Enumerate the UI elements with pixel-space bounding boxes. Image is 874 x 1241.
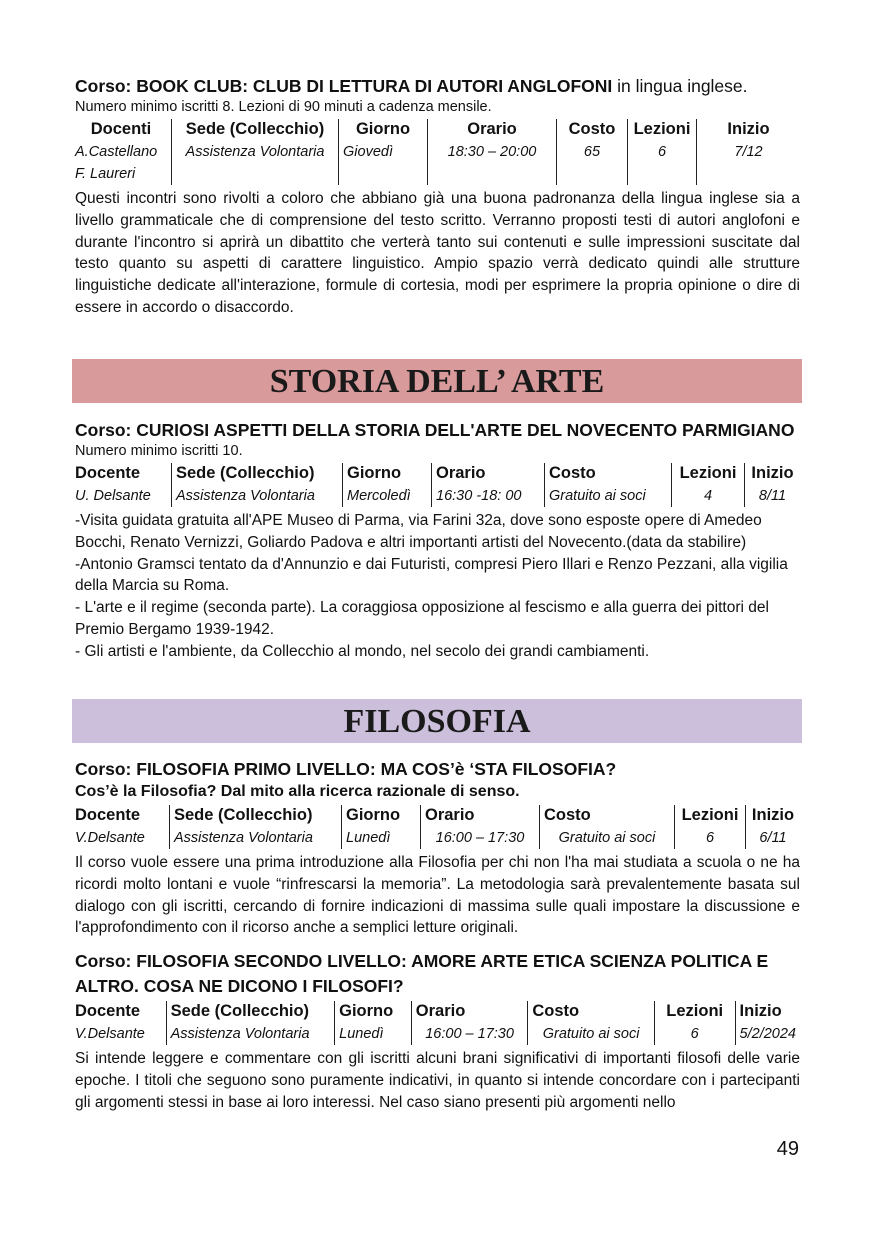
cell-inizio: 8/11 xyxy=(745,485,801,507)
header-lezioni: Lezioni xyxy=(672,463,745,485)
header-inizio: Inizio xyxy=(697,119,801,141)
course-topic: -Visita guidata gratuita all'APE Museo di Parma, via Farini 32a, dove sono esposte opere di Amedeo Bocchi, Renato Vernizzi, Goliardo Padova e altri importanti artisti del Novecento.(data da stabilire) xyxy=(75,512,762,551)
header-inizio: Inizio xyxy=(745,463,801,485)
header-sede: Sede (Collecchio) xyxy=(170,805,342,827)
course-description: Si intende leggere e commentare con gli iscritti alcuni brani significativi di importanti filosofi delle varie epoche. I titoli che seguono sono puramente indicativi, in quanto si intende concordare con i partecipanti gli argomenti stessi in base ai loro interessi. Nel caso siano presenti più argomenti nello xyxy=(75,1050,800,1111)
header-costo: Costo xyxy=(528,1001,655,1023)
header-orario: Orario xyxy=(428,119,557,141)
cell-lezioni: 6 xyxy=(654,1023,735,1045)
course-title-filo1: Corso: FILOSOFIA PRIMO LIVELLO: MA COS’è ‘STA FILOSOFIA? xyxy=(75,759,617,779)
header-lezioni: Lezioni xyxy=(628,119,697,141)
table-row xyxy=(75,485,800,507)
cell-orario: 16:00 – 17:30 xyxy=(411,1023,528,1045)
cell-sede: Assistenza Volontaria xyxy=(170,827,342,849)
header-sede: Sede (Collecchio) xyxy=(172,463,343,485)
cell-docente: V.Delsante xyxy=(75,1026,145,1043)
cell-orario: 18:30 – 20:00 xyxy=(428,141,557,163)
course-topic: - L'arte e il regime (seconda parte). La coraggiosa opposizione al fescismo e alla guerra dei pittori del Premio Bergamo 1939-1942. xyxy=(75,599,769,638)
course-title-bookclub xyxy=(75,74,800,98)
table-header-row xyxy=(75,463,800,485)
course-note: Numero minimo iscritti 10. xyxy=(75,443,243,459)
table-row xyxy=(75,1023,800,1045)
cell-inizio: 7/12 xyxy=(697,141,801,163)
cell-inizio: 6/11 xyxy=(746,827,801,849)
cell-inizio xyxy=(697,163,801,185)
table-row xyxy=(75,163,800,185)
cell-costo: 65 xyxy=(557,141,628,163)
filosofia-section xyxy=(75,757,800,1114)
header-orario: Orario xyxy=(432,463,545,485)
header-docenti: Docenti xyxy=(90,120,152,138)
cell-sede: Assistenza Volontaria xyxy=(166,1023,335,1045)
header-giorno: Giorno xyxy=(342,805,421,827)
header-giorno: Giorno xyxy=(343,463,432,485)
header-sede: Sede (Collecchio) xyxy=(172,119,339,141)
header-docente: Docente xyxy=(75,464,141,482)
header-orario: Orario xyxy=(421,805,540,827)
header-orario: Orario xyxy=(411,1001,528,1023)
course-title-bold: Corso: BOOK CLUB: CLUB DI LETTURA DI AUTORI ANGLOFONI xyxy=(75,76,613,96)
page-number: 49 xyxy=(776,1138,799,1160)
course-description: Il corso vuole essere una prima introduzione alla Filosofia per chi non l'ha mai studiata a scuola o ne ha ricordi molto lontani e vuole “rinfrescarsi la memoria”. La metodologia sarà prevalentemente basata sul dialogo con gli iscritti, cercando di fornire indicazioni di massima sulle quali impostare la discussione e l'approfondimento con il ricorso anche a semplici letture originali. xyxy=(75,854,800,937)
cell-lezioni xyxy=(628,163,697,185)
cell-giorno xyxy=(339,163,428,185)
course-info-table xyxy=(75,463,800,507)
table-row xyxy=(75,141,800,163)
table-header-row xyxy=(75,1001,800,1023)
table-header-row xyxy=(75,805,800,827)
course-info-table xyxy=(75,805,800,849)
header-costo: Costo xyxy=(545,463,672,485)
header-inizio: Inizio xyxy=(746,805,801,827)
cell-giorno: Giovedì xyxy=(339,141,428,163)
course-title-rest: in lingua inglese. xyxy=(612,76,748,96)
table-header-row xyxy=(75,119,800,141)
header-costo: Costo xyxy=(557,119,628,141)
course-note: Numero minimo iscritti 8. Lezioni di 90 minuti a cadenza mensile. xyxy=(75,99,492,115)
cell-costo: Gratuito ai soci xyxy=(540,827,675,849)
course-description: Questi incontri sono rivolti a coloro che abbiano già una buona padronanza della lingua inglese sia a livello grammaticale che di comprensione del testo scritto. Verranno proposti testi di autori anglofoni e durante l'incontro si aprirà un dibattito che verterà tanto sui contenuti e sulle impressioni suscitate dal testo quanto su aspetti di carattere linguistico. Ampio spazio verrà dedicato quindi alle strutture linguistiche dedicate all'interazione, formule di cortesia, modi per esprimere la propria opinione o dire di essere in accordo o disaccordo. xyxy=(75,190,800,316)
cell-orario xyxy=(428,163,557,185)
header-lezioni: Lezioni xyxy=(654,1001,735,1023)
header-docente: Docente xyxy=(75,1002,141,1021)
cell-docente: V.Delsante xyxy=(75,830,145,846)
page-content xyxy=(75,74,800,319)
cell-costo: Gratuito ai soci xyxy=(528,1023,655,1045)
cell-orario: 16:00 – 17:30 xyxy=(421,827,540,849)
cell-docente: F. Laureri xyxy=(75,166,136,182)
course-topic: - Gli artisti e l'ambiente, da Collecchio al mondo, nel secolo dei grandi cambiamenti. xyxy=(75,642,650,660)
cell-inizio: 5/2/2024 xyxy=(735,1023,800,1045)
header-lezioni: Lezioni xyxy=(675,805,746,827)
cell-giorno: Mercoledì xyxy=(343,485,432,507)
cell-giorno: Lunedì xyxy=(342,827,421,849)
course-info-table xyxy=(75,1001,800,1045)
course-title-arte: Corso: CURIOSI ASPETTI DELLA STORIA DELL'ARTE DEL NOVECENTO PARMIGIANO xyxy=(75,420,795,440)
cell-lezioni: 6 xyxy=(628,141,697,163)
cell-costo: Gratuito ai soci xyxy=(545,485,672,507)
header-costo: Costo xyxy=(540,805,675,827)
arte-section xyxy=(75,418,800,663)
cell-lezioni: 4 xyxy=(672,485,745,507)
header-sede: Sede (Collecchio) xyxy=(166,1001,335,1023)
cell-orario: 16:30 -18: 00 xyxy=(432,485,545,507)
cell-sede: Assistenza Volontaria xyxy=(172,141,339,163)
course-title-filo2: Corso: FILOSOFIA SECONDO LIVELLO: AMORE ARTE ETICA SCIENZA POLITICA E ALTRO. COSA NE DICONO I FILOSOFI? xyxy=(75,951,769,997)
cell-lezioni: 6 xyxy=(675,827,746,849)
course-info-table xyxy=(75,119,800,185)
cell-docente: U. Delsante xyxy=(75,488,151,504)
course-subtitle: Cos’è la Filosofia? Dal mito alla ricerca razionale di senso. xyxy=(75,783,520,800)
header-giorno: Giorno xyxy=(335,1001,412,1023)
cell-costo xyxy=(557,163,628,185)
table-row xyxy=(75,827,800,849)
cell-sede: Assistenza Volontaria xyxy=(172,485,343,507)
section-banner-arte: STORIA DELL’ ARTE xyxy=(72,359,802,403)
cell-docente: A.Castellano xyxy=(75,144,158,160)
header-docente: Docente xyxy=(75,806,141,824)
section-banner-filosofia: FILOSOFIA xyxy=(72,699,802,743)
cell-sede xyxy=(172,163,339,185)
header-giorno: Giorno xyxy=(339,119,428,141)
header-inizio: Inizio xyxy=(735,1001,800,1023)
course-topic: -Antonio Gramsci tentato da d'Annunzio e dai Futuristi, compresi Piero Illari e Renzo Pezzani, alla vigilia della Marcia su Roma. xyxy=(75,555,788,595)
cell-giorno: Lunedì xyxy=(335,1023,412,1045)
